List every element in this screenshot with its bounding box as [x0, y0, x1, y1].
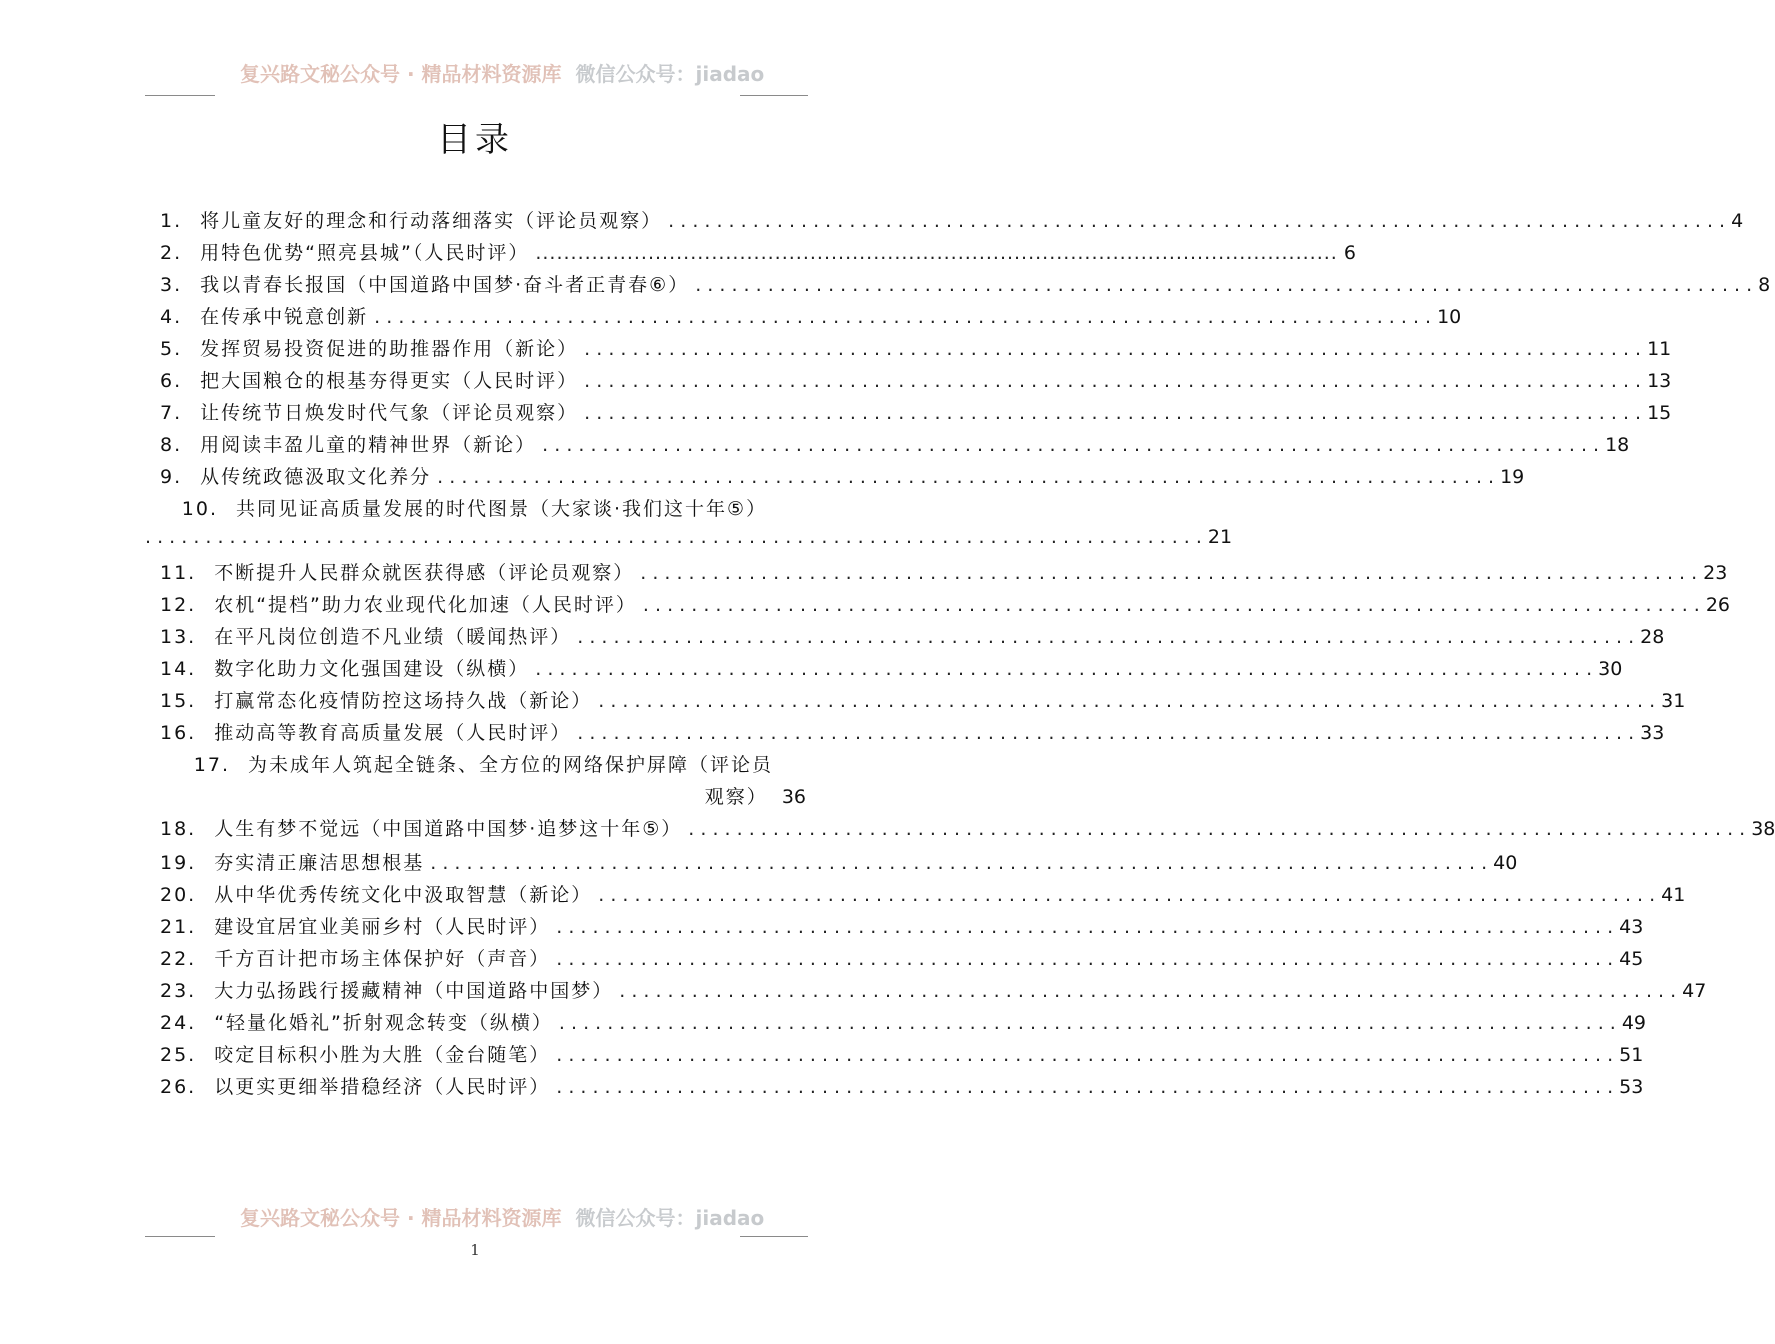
- toc-entry-number: 22.: [160, 948, 197, 970]
- toc-leader-dots: [559, 1012, 1616, 1034]
- toc-leader-dots: [598, 884, 1655, 906]
- toc-entry-number: 26.: [160, 1076, 197, 1098]
- footer-watermark: [240, 1200, 765, 1230]
- toc-entry-page: 4: [1731, 210, 1744, 232]
- toc-entry-page: 49: [1621, 1012, 1647, 1034]
- footer-rule-left: [145, 1236, 215, 1237]
- toc-entry[interactable]: [160, 654, 1623, 684]
- toc-entry-page: 19: [1500, 466, 1525, 488]
- toc-entry-page: 6: [1343, 242, 1356, 264]
- toc-leader-dots: [640, 562, 1697, 584]
- toc-entry-number: 3.: [160, 274, 183, 296]
- toc-entry-page: 11: [1647, 338, 1672, 360]
- footer-rule-right: [740, 1236, 808, 1237]
- toc-entry-title: 用阅读丰盈儿童的精神世界（新论）: [200, 434, 537, 456]
- page-title: 目录: [437, 120, 513, 160]
- toc-entry-title: 千方百计把市场主体保护好（声音）: [214, 948, 551, 970]
- toc-entry-title: 打赢常态化疫情防控这场持久战（新论）: [214, 690, 593, 712]
- toc-entry[interactable]: [160, 366, 1672, 396]
- toc-entry[interactable]: [160, 814, 1775, 844]
- toc-entry-page: 18: [1605, 434, 1630, 456]
- toc-entry-title: 农机“提档”助力农业现代化加速（人民时评）: [214, 594, 637, 616]
- toc-entry-title: 人生有梦不觉远（中国道路中国梦·追梦这十年⑤）: [214, 818, 683, 840]
- toc-entry-number: 24.: [160, 1012, 197, 1034]
- toc-entry-title: 将儿童友好的理念和行动落细落实（评论员观察）: [200, 210, 663, 232]
- toc-entry-number: 1.: [160, 210, 183, 232]
- toc-leader-dots: [584, 402, 1641, 424]
- toc-entry-title: 咬定目标积小胜为大胜（金台随笔）: [214, 1044, 551, 1066]
- toc-entry-title: 数字化助力文化强国建设（纵横）: [214, 658, 530, 680]
- toc-entry[interactable]: [160, 334, 1672, 364]
- toc-entry-page: 36: [781, 786, 806, 808]
- toc-entry-title: 我以青春长报国（中国道路中国梦·奋斗者正青春⑥）: [200, 274, 690, 296]
- toc-entry-page: 38: [1751, 818, 1775, 840]
- toc-entry-title: 用特色优势“照亮县城”（人民时评）: [200, 242, 530, 264]
- toc-entry-number: 9.: [160, 466, 183, 488]
- toc-leader-dots: [668, 210, 1725, 232]
- toc-entry-number: 16.: [160, 722, 197, 744]
- toc-entry-page: 21: [1207, 526, 1233, 548]
- header-watermark: [240, 56, 765, 86]
- toc-entry-page: 51: [1619, 1044, 1644, 1066]
- toc-entry[interactable]: [160, 718, 1665, 748]
- toc-leader-dots: [437, 466, 1494, 488]
- watermark-text: 复兴路文秘公众号 · 精品材料资源库: [240, 1206, 562, 1230]
- toc-entry-page: 26: [1705, 594, 1731, 616]
- toc-entry-title: 在平凡岗位创造不凡业绩（暖闻热评）: [214, 626, 572, 648]
- toc-leader-dots: [556, 948, 1613, 970]
- toc-leader-dots: [577, 626, 1634, 648]
- header-rule-right: [740, 95, 808, 96]
- toc-entry[interactable]: [160, 1072, 1644, 1102]
- toc-entry-page: 31: [1661, 690, 1686, 712]
- toc-entry-page: 45: [1619, 948, 1644, 970]
- toc-entry-title: 从中华优秀传统文化中汲取智慧（新论）: [214, 884, 593, 906]
- toc-leader-dots: [145, 526, 1202, 548]
- toc-entry[interactable]: [160, 398, 1672, 428]
- toc-entry-number: 17.: [193, 754, 230, 776]
- toc-leader-dots: [598, 690, 1655, 712]
- toc-entry[interactable]: [160, 912, 1644, 942]
- toc-leader-dots: [542, 434, 1599, 456]
- toc-entry-page: 8: [1758, 274, 1771, 296]
- toc-entry-title: 为未成年人筑起全链条、全方位的网络保护屏障（评论员: [248, 754, 774, 776]
- toc-leader-dots: [556, 916, 1613, 938]
- toc-entry[interactable]: [160, 686, 1686, 716]
- toc-leader-dots: [619, 980, 1676, 1002]
- toc-entry-page: 15: [1647, 402, 1672, 424]
- toc-entry-title: 以更实更细举措稳经济（人民时评）: [214, 1076, 551, 1098]
- toc-entry[interactable]: [160, 590, 1731, 620]
- toc-leader-dots: [695, 274, 1752, 296]
- toc-entry-number: 4.: [160, 306, 183, 328]
- toc-entry-number: 20.: [160, 884, 197, 906]
- toc-entry[interactable]: [160, 558, 1728, 588]
- toc-entry-title: 在传承中锐意创新: [200, 306, 369, 328]
- toc-entry-title: 共同见证高质量发展的时代图景（大家谈·我们这十年⑤）: [236, 498, 768, 520]
- toc-entry[interactable]: [160, 848, 1518, 878]
- toc-entry-page: 41: [1661, 884, 1686, 906]
- toc-entry-number: 2.: [160, 242, 183, 264]
- toc-entry-number: 23.: [160, 980, 197, 1002]
- toc-entry-title: “轻量化婚礼”折射观念转变（纵横）: [214, 1012, 553, 1034]
- toc-entry[interactable]: [160, 238, 1356, 268]
- toc-leader-dots: [535, 242, 1338, 264]
- toc-entry-page: 47: [1682, 980, 1707, 1002]
- toc-leader-dots: [577, 722, 1634, 744]
- header-rule-left: [145, 95, 215, 96]
- toc-entry-page: 33: [1640, 722, 1665, 744]
- toc-entry-number: 7.: [160, 402, 183, 424]
- toc-entry-page: 43: [1619, 916, 1644, 938]
- toc-entry-number: 5.: [160, 338, 183, 360]
- toc-entry-page: 28: [1640, 626, 1665, 648]
- toc-entry-number: 12.: [160, 594, 197, 616]
- toc-entry[interactable]: [160, 302, 1462, 332]
- toc-entry-number: 11.: [160, 562, 197, 584]
- toc-entry-number: 10.: [181, 498, 218, 520]
- toc-entry-page: 13: [1647, 370, 1672, 392]
- toc-leader-dots: [374, 306, 1431, 328]
- toc-entry-title: 让传统节日焕发时代气象（评论员观察）: [200, 402, 579, 424]
- toc-entry-page: 23: [1703, 562, 1728, 584]
- toc-entry-title: 推动高等教育高质量发展（人民时评）: [214, 722, 572, 744]
- toc-entry[interactable]: [160, 206, 1744, 236]
- toc-entry-number: 15.: [160, 690, 197, 712]
- toc-entry-title: 把大国粮仓的根基夯得更实（人民时评）: [200, 370, 579, 392]
- watermark-extra: 微信公众号：jiadao: [575, 62, 765, 86]
- toc-entry-number: 21.: [160, 916, 197, 938]
- toc-entry[interactable]: [160, 622, 1665, 652]
- toc-entry[interactable]: [160, 750, 806, 780]
- toc-entry[interactable]: [160, 494, 806, 524]
- toc-entry-page: 53: [1619, 1076, 1644, 1098]
- toc-entry[interactable]: [160, 270, 1771, 300]
- toc-entry-number: 25.: [160, 1044, 197, 1066]
- toc-entry[interactable]: [160, 462, 1525, 492]
- toc-entry-title: 建设宜居宜业美丽乡村（人民时评）: [214, 916, 551, 938]
- toc-entry-continuation[interactable]: [160, 782, 806, 812]
- toc-entry-number: 13.: [160, 626, 197, 648]
- toc-entry[interactable]: [160, 976, 1707, 1006]
- toc-entry-number: 6.: [160, 370, 183, 392]
- toc-entry-title: 夯实清正廉洁思想根基: [214, 852, 425, 874]
- toc-leader-dots: [688, 818, 1745, 840]
- toc-entry[interactable]: [160, 944, 1644, 974]
- toc-entry-title: 从传统政德汲取文化养分: [200, 466, 432, 488]
- toc-entry-number: 18.: [160, 818, 197, 840]
- toc-entry-number: 8.: [160, 434, 183, 456]
- toc-leader-dots: [584, 338, 1641, 360]
- toc-entry[interactable]: [160, 1008, 1647, 1038]
- toc-leader-dots: [556, 1076, 1613, 1098]
- toc-leader-dots: [584, 370, 1641, 392]
- toc-leader-dots: [535, 658, 1592, 680]
- toc-leader-dots: [556, 1044, 1613, 1066]
- toc-entry-title: 发挥贸易投资促进的助推器作用（新论）: [200, 338, 579, 360]
- toc-entry-page: 30: [1598, 658, 1623, 680]
- toc-entry-title: 大力弘扬践行援藏精神（中国道路中国梦）: [214, 980, 614, 1002]
- toc-entry-title: 不断提升人民群众就医获得感（评论员观察）: [214, 562, 635, 584]
- toc-entry-page: 40: [1493, 852, 1518, 874]
- toc-entry-number: 14.: [160, 658, 197, 680]
- toc-leader-dots: [643, 594, 1700, 616]
- watermark-text: 复兴路文秘公众号 · 精品材料资源库: [240, 62, 562, 86]
- toc-entry-number: 19.: [160, 852, 197, 874]
- toc-entry[interactable]: [160, 430, 1630, 460]
- toc-entry[interactable]: [160, 880, 1686, 910]
- toc-entry-title-continued: 观察）: [704, 786, 768, 808]
- toc-entry-continuation[interactable]: [145, 526, 1233, 556]
- footer-page-number: 1: [470, 1241, 480, 1259]
- toc-leader-dots: [430, 852, 1487, 874]
- toc-entry[interactable]: [160, 1040, 1644, 1070]
- toc-entry-page: 10: [1437, 306, 1462, 328]
- watermark-extra: 微信公众号：jiadao: [575, 1206, 765, 1230]
